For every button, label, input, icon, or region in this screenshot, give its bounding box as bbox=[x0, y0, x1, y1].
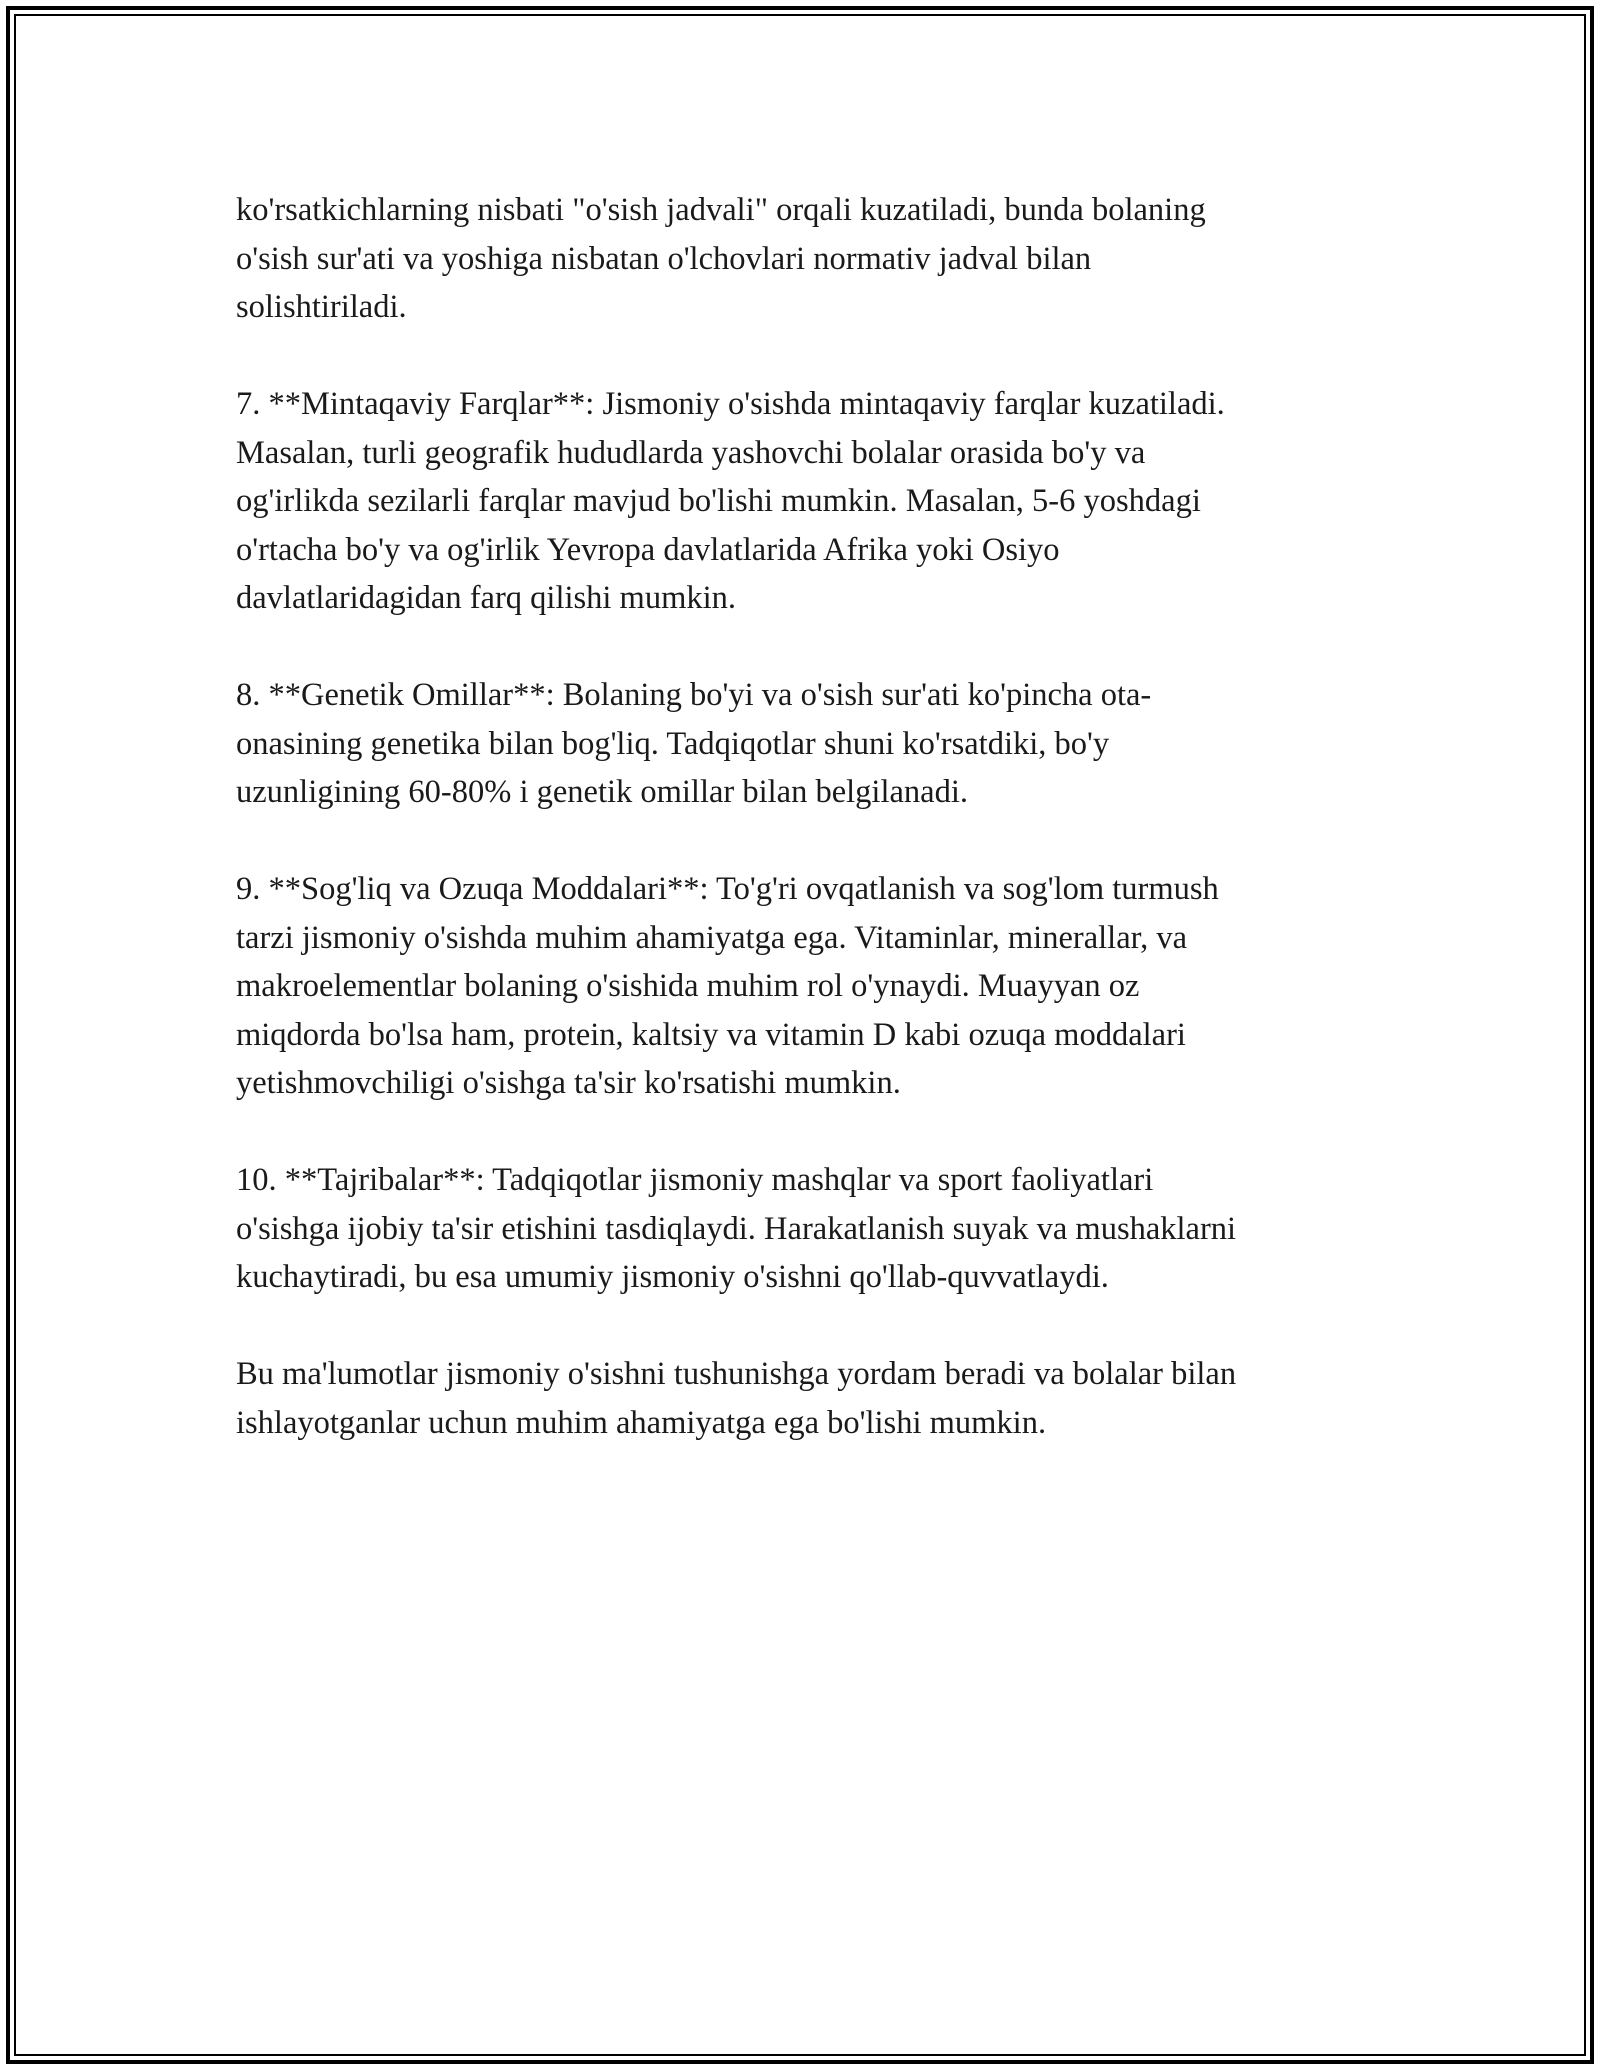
text-line: solishtiriladi. bbox=[236, 289, 407, 325]
document-body bbox=[236, 186, 1396, 1496]
paragraph-conclusion bbox=[236, 1350, 1396, 1447]
paragraph-regional-differences bbox=[236, 380, 1396, 623]
text-line: o'rtacha bo'y va og'irlik Yevropa davlatlarida Afrika yoki Osiyo bbox=[236, 531, 1060, 568]
paragraph-health-nutrition bbox=[236, 865, 1396, 1108]
text-line: davlatlaridagidan farq qilishi mumkin. bbox=[236, 580, 737, 616]
paragraph-genetic-factors bbox=[236, 671, 1396, 817]
text-line: 7. **Mintaqaviy Farqlar**: Jismoniy o'sishda mintaqaviy farqlar kuzatiladi. bbox=[236, 386, 1225, 422]
text-line: miqdorda bo'lsa ham, protein, kaltsiy va vitamin D kabi ozuqa moddalari bbox=[236, 1016, 1186, 1053]
text-line: makroelementlar bolaning o'sishida muhim rol o'ynaydi. Muayyan oz bbox=[236, 968, 1140, 1004]
text-line: yetishmovchiligi o'sishga ta'sir ko'rsatishi mumkin. bbox=[236, 1065, 901, 1101]
text-line: uzunligining 60-80% i genetik omillar bilan belgilanadi. bbox=[236, 774, 968, 810]
paragraph-growth-chart bbox=[236, 186, 1396, 332]
text-line: 10. **Tajribalar**: Tadqiqotlar jismoniy mashqlar va sport faoliyatlari bbox=[236, 1162, 1154, 1198]
text-line: Bu ma'lumotlar jismoniy o'sishni tushunishga yordam beradi va bolalar bilan bbox=[236, 1356, 1237, 1392]
text-line: tarzi jismoniy o'sishda muhim ahamiyatga ega. Vitaminlar, minerallar, va bbox=[236, 919, 1188, 956]
text-line: 8. **Genetik Omillar**: Bolaning bo'yi va o'sish sur'ati ko'pincha ota- bbox=[236, 677, 1152, 713]
text-line: og'irlikda sezilarli farqlar mavjud bo'lishi mumkin. Masalan, 5-6 yoshdagi bbox=[236, 483, 1201, 519]
text-line: ko'rsatkichlarning nisbati "o'sish jadvali" orqali kuzatiladi, bunda bolaning bbox=[236, 192, 1206, 228]
paragraph-experiments bbox=[236, 1156, 1396, 1302]
text-line: o'sish sur'ati va yoshiga nisbatan o'lchovlari normativ jadval bilan bbox=[236, 240, 1092, 277]
text-line: ishlayotganlar uchun muhim ahamiyatga ega bo'lishi mumkin. bbox=[236, 1404, 1047, 1441]
text-line: kuchaytiradi, bu esa umumiy jismoniy o'sishni qo'llab-quvvatlaydi. bbox=[236, 1259, 1109, 1295]
text-line: Masalan, turli geografik hududlarda yashovchi bolalar orasida bo'y va bbox=[236, 434, 1146, 471]
text-line: o'sishga ijobiy ta'sir etishini tasdiqlaydi. Harakatlanish suyak va mushaklarni bbox=[236, 1210, 1237, 1247]
text-line: onasining genetika bilan bog'liq. Tadqiqotlar shuni ko'rsatdiki, bo'y bbox=[236, 725, 1110, 762]
text-line: 9. **Sog'liq va Ozuqa Moddalari**: To'g'ri ovqatlanish va sog'lom turmush bbox=[236, 871, 1219, 907]
